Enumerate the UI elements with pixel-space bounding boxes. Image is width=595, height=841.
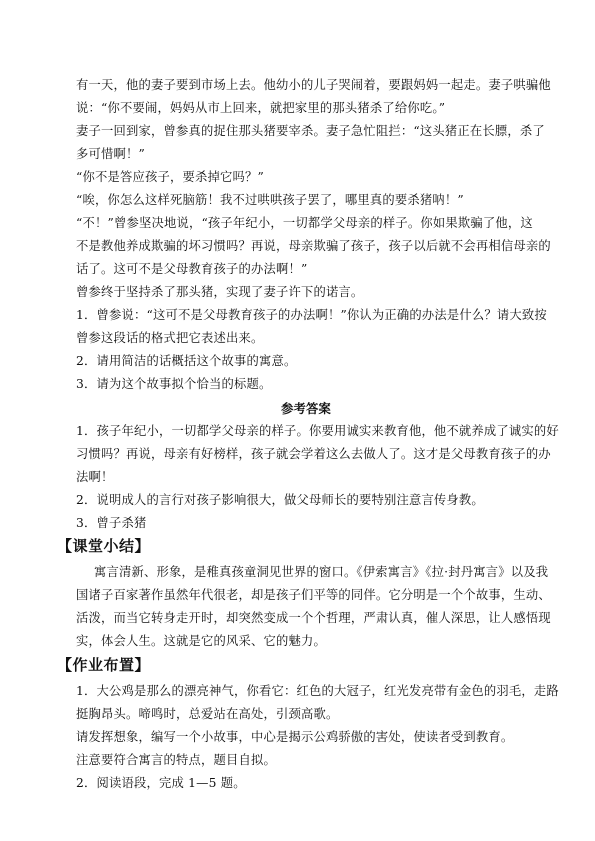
answer-line: 1．孩子年纪小，一切都学父母亲的样子。你要用诚实来教育他，他不就养成了诚实的好 xyxy=(76,424,559,438)
homework-line: 1．大公鸡是那么的漂亮神气，你看它：红色的大冠子，红光发亮带有金色的羽毛，走路 xyxy=(76,684,559,698)
story-line: 有一天，他的妻子要到市场上去。他幼小的儿子哭闹着，要跟妈妈一起走。妻子哄骗他 xyxy=(76,78,551,92)
question-line: 3．请为这个故事拟个恰当的标题。 xyxy=(76,377,272,391)
answer-line: 2．说明成人的言行对孩子影响很大，做父母师长的要特别注意言传身教。 xyxy=(76,493,484,507)
homework-line: 请发挥想象，编写一个小故事，中心是揭示公鸡骄傲的害处，使读者受到教育。 xyxy=(76,730,514,744)
summary-line: 活泼，而当它转身走开时，却突然变成一个个哲理，严肃认真，催人深思，让人感悟现 xyxy=(76,611,551,625)
answer-title: 参考答案 xyxy=(281,401,331,416)
summary-line: 寓言清新、形象，是稚真孩童洞见世界的窗口。《伊索寓言》《拉·封丹寓言》以及我 xyxy=(94,565,549,579)
answer-line: 法啊！ xyxy=(76,470,114,484)
story-line: 曾参终于坚持杀了那头猪，实现了妻子许下的诺言。 xyxy=(76,285,364,299)
answer-line: 习惯吗？再说，母亲有好榜样，孩子就会学着这么去做人了。这才是父母教育孩子的办 xyxy=(76,447,551,461)
story-line: 妻子一回到家，曾参真的捉住那头猪要宰杀。妻子急忙阻拦：“这头猪正在长膘，杀了 xyxy=(76,124,545,138)
question-line: 曾参这段话的格式把它表述出来。 xyxy=(76,331,264,345)
homework-line: 2．阅读语段，完成 1—5 题。 xyxy=(76,776,246,790)
story-line: “不！”曾参坚决地说，“孩子年纪小，一切都学父母亲的样子。你如果欺骗了他，这 xyxy=(76,216,533,230)
homework-line: 注意要符合寓言的特点，题目自拟。 xyxy=(76,753,276,767)
story-line: 话了。这可不是父母教育孩子的办法啊！” xyxy=(76,262,308,276)
story-line: 多可惜啊！” xyxy=(76,147,145,161)
summary-heading: 【课堂小结】 xyxy=(57,537,151,555)
homework-heading: 【作业布置】 xyxy=(57,656,151,674)
summary-line: 国诸子百家著作虽然年代很老，却是孩子们平等的同伴。它分明是一个个故事，生动、 xyxy=(76,588,551,602)
summary-line: 实，体会人生。这就是它的风采、它的魅力。 xyxy=(76,634,326,648)
answer-line: 3．曾子杀猪 xyxy=(76,516,147,530)
story-line: 说：“你不要闹，妈妈从市上回来，就把家里的那头猪杀了给你吃。” xyxy=(76,101,446,115)
homework-line: 挺胸昂头。啼鸣时，总爱站在高处，引颈高歌。 xyxy=(76,707,339,721)
story-line: “唉，你怎么这样死脑筋！我不过哄哄孩子罢了，哪里真的要杀猪呐！” xyxy=(76,193,464,207)
story-line: 不是教他养成欺骗的坏习惯吗？再说，母亲欺骗了孩子，孩子以后就不会再相信母亲的 xyxy=(76,239,551,253)
story-line: “你不是答应孩子，要杀掉它吗？” xyxy=(76,170,264,184)
question-line: 2．请用简洁的话概括这个故事的寓意。 xyxy=(76,354,297,368)
question-line: 1．曾参说：“这可不是父母教育孩子的办法啊！”你认为正确的办法是什么？请大致按 xyxy=(76,308,547,322)
